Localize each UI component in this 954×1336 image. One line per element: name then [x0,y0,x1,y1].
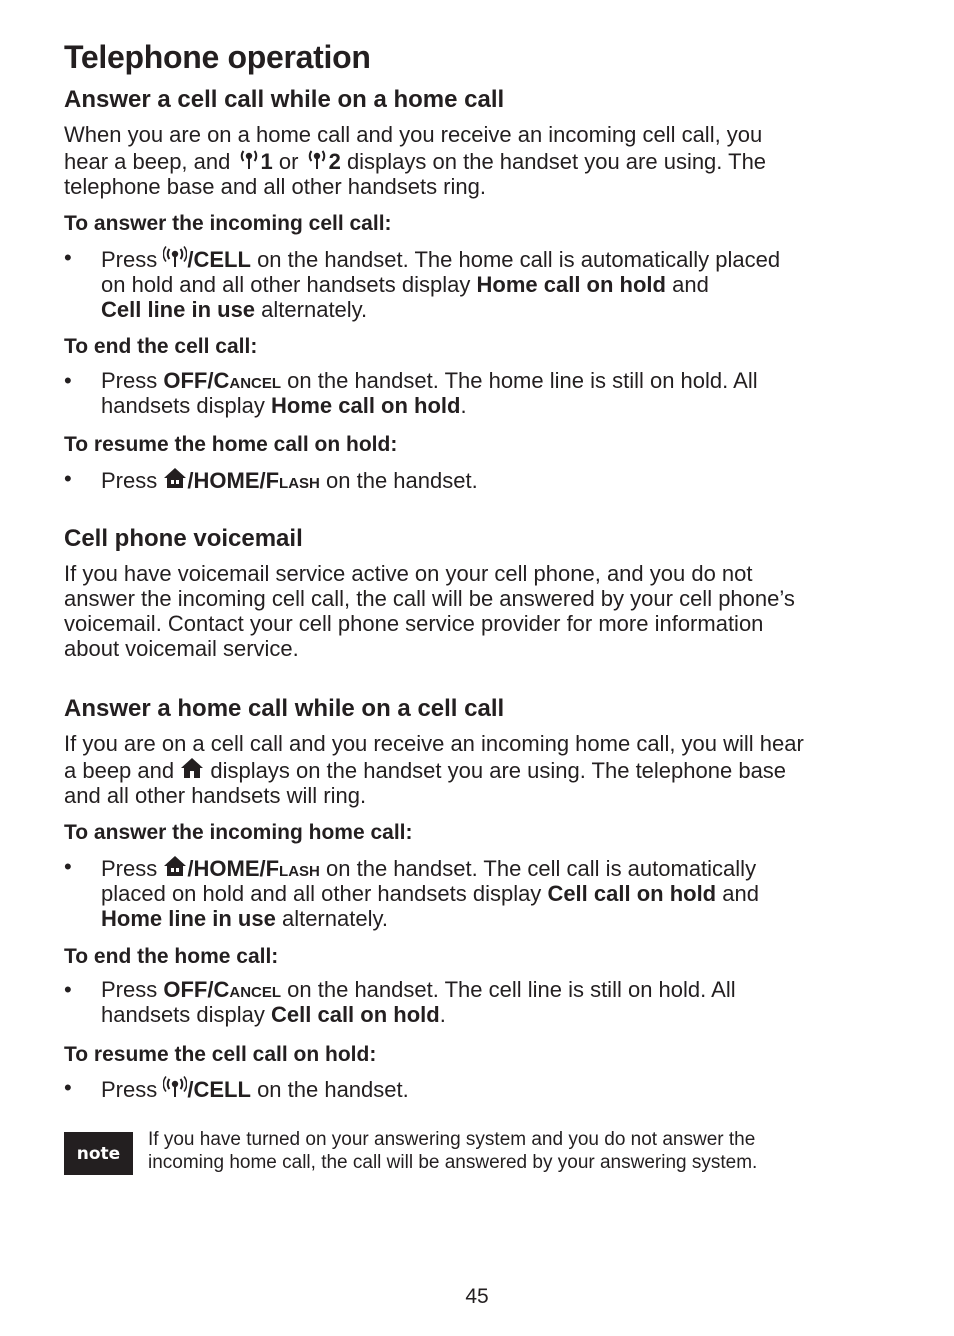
section-heading-home-call-on-cell-call: Answer a home call while on a cell call [64,695,505,722]
paragraph-line: If you have voicemail service active on your cell phone, and you do not [64,561,753,586]
section-heading-cell-call-on-home-call: Answer a cell call while on a home call [64,86,505,113]
bullet-dot: • [64,977,72,1002]
paragraph-line: about voicemail service. [64,636,299,661]
page-title: Telephone operation [64,39,371,75]
bullet-resume-cell-call: • Press /CELL on the handset. [64,1075,409,1102]
bullet-resume-home-call: • Press /HOME/Flash on the handset. [64,466,478,493]
voicemail-paragraph [64,561,879,661]
bullet-dot: • [64,245,72,270]
subheading-answer-home-call: To answer the incoming home call: [64,821,413,844]
paragraph-line: telephone base and all other handsets ring. [64,174,486,199]
section-intro-paragraph [64,122,879,199]
home-icon [163,854,187,878]
paragraph-line: and all other handsets will ring. [64,783,367,808]
subheading-resume-cell-call: To resume the cell call on hold: [64,1043,377,1066]
paragraph-line: If you are on a cell call and you receive an incoming home call, you will hear [64,731,804,756]
bullet-answer-cell-call: • Press /CELL on the handset. The home call is automatically placed on hold and all other handsets display Home call on hold and Cell line in use alternately. [64,245,781,322]
bullet-end-home-call: • Press OFF/Cancel on the handset. The cell line is still on hold. All handsets display Cell call on hold. [64,977,736,1027]
note-text [148,1128,868,1174]
subheading-resume-home-call: To resume the home call on hold: [64,433,398,456]
paragraph-line: answer the incoming cell call, the call will be answered by your cell phone’s [64,586,795,611]
paragraph-line: a beep and displays on the handset you are using. The telephone base [64,758,787,783]
note-line: If you have turned on your answering system and you do not answer the [148,1129,756,1150]
cell-antenna-icon [163,245,187,269]
cell-line-2-icon [305,147,329,171]
paragraph-line: hear a beep, and 1 or 2 displays on the handset you are using. The [64,149,767,174]
page-number: 45 [465,1285,489,1308]
note-line: incoming home call, the call will be answered by your answering system. [148,1152,758,1173]
paragraph-line: When you are on a home call and you receive an incoming cell call, you [64,122,763,147]
note-label-badge: note [64,1132,133,1175]
bullet-answer-home-call: • Press /HOME/Flash on the handset. The cell call is automatically placed on hold and all other handsets display Cell call on hold and Home line in use alternately. [64,854,759,931]
subheading-answer-cell-call: To answer the incoming cell call: [64,212,392,235]
section-intro-paragraph [64,731,879,808]
bullet-dot: • [64,1075,72,1100]
bullet-end-cell-call: • Press OFF/Cancel on the handset. The home line is still on hold. All handsets display Home call on hold. [64,368,758,418]
subheading-end-home-call: To end the home call: [64,945,279,968]
home-icon [163,466,187,490]
cell-antenna-icon [163,1075,187,1099]
section-heading-cell-voicemail: Cell phone voicemail [64,525,303,552]
bullet-dot: • [64,368,72,393]
bullet-dot: • [64,854,72,879]
subheading-end-cell-call: To end the cell call: [64,335,258,358]
cell-line-1-icon [237,147,261,171]
paragraph-line: voicemail. Contact your cell phone service provider for more information [64,611,764,636]
home-icon [180,756,204,780]
bullet-dot: • [64,466,72,491]
